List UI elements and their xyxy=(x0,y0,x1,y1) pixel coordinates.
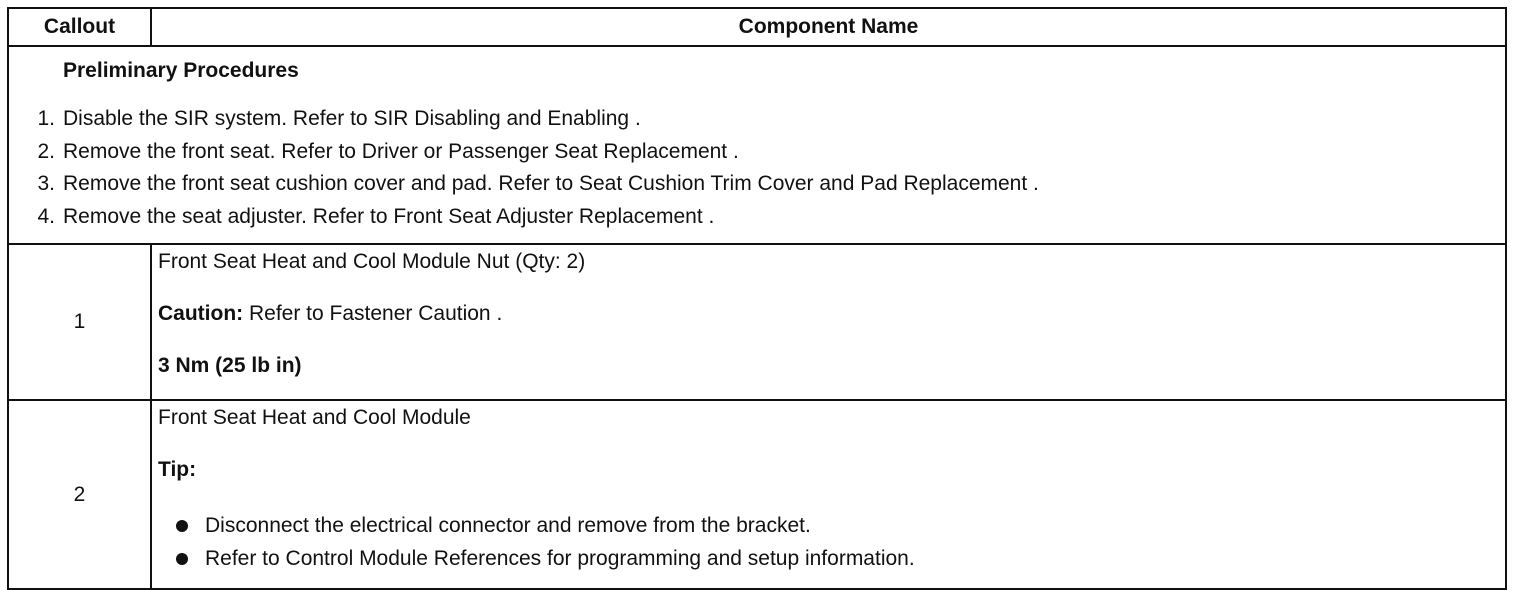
table-row xyxy=(8,400,1506,589)
preliminary-cell xyxy=(8,46,1506,244)
preliminary-steps xyxy=(9,103,1505,233)
preliminary-title: Preliminary Procedures xyxy=(63,59,299,82)
list-item xyxy=(158,542,1505,575)
caution-text: Refer to Fastener Caution . xyxy=(243,302,503,325)
torque-spec: 3 Nm (25 lb in) xyxy=(158,354,302,377)
table-row xyxy=(8,244,1506,400)
header-row xyxy=(8,8,1506,46)
step-number: 4. xyxy=(37,204,55,228)
caution-label: Caution: xyxy=(158,302,244,325)
procedure-table xyxy=(7,7,1507,590)
component-name: Front Seat Heat and Cool Module Nut (Qty: 2) xyxy=(158,250,586,273)
tip-label: Tip: xyxy=(158,458,197,481)
step-text: Disable the SIR system. Refer to SIR Disabling and Enabling . xyxy=(63,107,641,130)
step-number: 3. xyxy=(37,172,55,195)
component-name: Front Seat Heat and Cool Module xyxy=(158,406,471,429)
step-text: Remove the seat adjuster. Refer to Front Seat Adjuster Replacement . xyxy=(63,204,715,228)
callout-header: Callout xyxy=(8,8,151,46)
step-number: 2. xyxy=(37,139,55,163)
tip-list xyxy=(158,509,1505,575)
step-text: Remove the front seat cushion cover and pad. Refer to Seat Cushion Trim Cover and Pad Replacement . xyxy=(63,172,1039,195)
step-number: 1. xyxy=(37,107,55,130)
callout-cell: 2 xyxy=(8,400,151,589)
tip-text: Disconnect the electrical connector and remove from the bracket. xyxy=(205,514,811,537)
preliminary-step xyxy=(9,168,1505,201)
bullet-icon xyxy=(176,553,188,565)
step-text: Remove the front seat. Refer to Driver or Passenger Seat Replacement . xyxy=(63,139,739,163)
component-cell xyxy=(151,244,1506,400)
tip-text: Refer to Control Module References for programming and setup information. xyxy=(205,547,915,570)
caution-note xyxy=(158,301,1505,327)
list-item xyxy=(158,509,1505,542)
component-cell xyxy=(151,400,1506,589)
callout-cell: 1 xyxy=(8,244,151,400)
bullet-icon xyxy=(176,520,188,532)
preliminary-step xyxy=(9,201,1505,234)
preliminary-row xyxy=(8,46,1506,244)
preliminary-step xyxy=(9,136,1505,169)
preliminary-step xyxy=(9,103,1505,136)
component-name-header: Component Name xyxy=(151,8,1506,46)
